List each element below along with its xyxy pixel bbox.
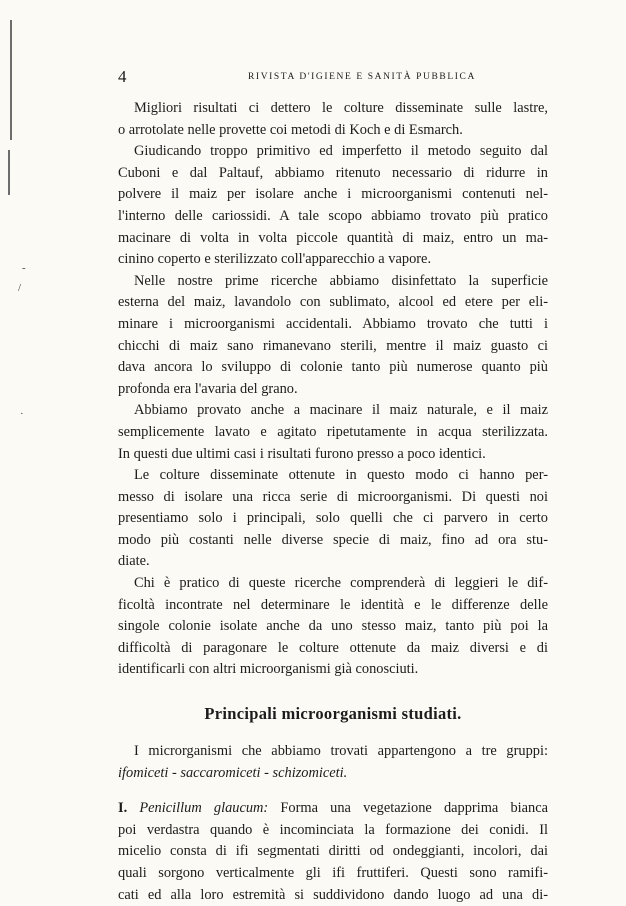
text-line: Cuboni e dal Paltauf, abbiamo ritenuto necessario di ridurre in bbox=[118, 164, 548, 181]
text-line: cati ed alla loro estremità si suddividono dando luogo ad una di- bbox=[118, 886, 548, 903]
binding-edge-mark bbox=[10, 20, 12, 140]
paragraph bbox=[118, 141, 548, 271]
text-line: Abbiamo provato anche a macinare il maiz naturale, e il maiz bbox=[134, 402, 548, 419]
penicillum-entry bbox=[118, 798, 548, 906]
paragraph bbox=[118, 465, 548, 573]
paragraph bbox=[118, 271, 548, 401]
margin-tick-mark: - bbox=[22, 262, 26, 274]
entry-number: I. bbox=[118, 800, 128, 817]
text-line: Nelle nostre prime ricerche abbiamo disinfettato la superficie bbox=[134, 272, 548, 289]
page-header bbox=[118, 67, 550, 87]
section-heading: Principali microorganismi studiati. bbox=[204, 704, 462, 724]
section-intro-line: I microrganismi che abbiamo trovati appartengono a tre gruppi: bbox=[134, 743, 548, 760]
text-line: l'interno delle cariossidi. A tale scopo abbiamo trovato più pratico bbox=[118, 207, 548, 224]
text-line: micelio consta di ifi segmentati diritti od ondeggianti, incolori, dai bbox=[118, 843, 548, 860]
text-line: Chi è pratico di queste ricerche comprenderà di leggieri le dif- bbox=[134, 575, 548, 592]
text-line: chicchi di maiz sano rimanevano sterili, mentre il maiz guasto ci bbox=[118, 337, 548, 354]
groups-list: ifomiceti - saccaromiceti - schizomiceti. bbox=[118, 764, 348, 781]
margin-tick-mark: / bbox=[18, 282, 22, 294]
text-line: polvere il maiz per isolare anche i microorganismi contenuti nel- bbox=[118, 186, 548, 203]
text-line: singole colonie isolate anche da uno stesso maiz, tanto più poi la bbox=[118, 618, 548, 635]
text-line: quali sorgono verticalmente gli ifi fruttiferi. Questi sono ramifi- bbox=[118, 865, 548, 881]
text-line: diate. bbox=[118, 553, 150, 570]
text-line: dava ancora lo sviluppo di colonie tanto più numerose quanto più bbox=[118, 359, 548, 376]
text-line: poi verdastra quando è incominciata la formazione dei conidi. Il bbox=[118, 821, 548, 838]
binding-edge-mark bbox=[8, 150, 10, 195]
text-line: messo di isolare una ricca serie di microorganismi. Di questi noi bbox=[118, 488, 548, 505]
text-line: identificarli con altri microorganismi già conosciuti. bbox=[118, 661, 419, 678]
margin-tick-mark: · bbox=[20, 408, 24, 420]
text-line: profonda era l'avaria del grano. bbox=[118, 380, 298, 397]
paragraph bbox=[118, 400, 548, 465]
entry-first-line bbox=[118, 798, 548, 820]
text-line: ficoltà incontrate nel determinare le identità e le differenze delle bbox=[118, 596, 548, 613]
running-title: RIVISTA D'IGIENE E SANITÀ PUBBLICA bbox=[248, 72, 476, 82]
paragraph bbox=[118, 98, 548, 141]
text-line: modo più costanti nelle diverse specie di maiz, fino ad ora stu- bbox=[118, 531, 548, 548]
text-line: Migliori risultati ci dettero le colture disseminate sulle lastre, bbox=[134, 100, 548, 116]
text-line: In questi due ultimi casi i risultati furono presso a poco identici. bbox=[118, 445, 486, 462]
body-text bbox=[118, 98, 548, 906]
text-line: Le colture disseminate ottenute in questo modo ci hanno per- bbox=[134, 467, 548, 484]
page-number: 4 bbox=[118, 67, 127, 86]
text-line: macinare di volta in volta piccole quantità di maiz, entro un ma- bbox=[118, 229, 548, 246]
species-name: Penicillum glaucum: bbox=[139, 800, 269, 817]
text-line: cinino coperto e sterilizzato coll'apparecchio a vapore. bbox=[118, 251, 432, 268]
entry-first-line-text: Forma una vegetazione dapprima bianca bbox=[268, 800, 548, 817]
text-line: difficoltà di paragonare le colture ottenute da maiz diversi e di bbox=[118, 639, 548, 656]
text-line: semplicemente lavato e agitato ripetutamente in acqua sterilizzata. bbox=[118, 423, 548, 440]
text-line: o arrotolate nelle provette coi metodi di Koch e di Esmarch. bbox=[118, 121, 463, 138]
text-line: esterna del maiz, lavandolo con sublimato, alcool ed etere per eli- bbox=[118, 294, 548, 311]
text-line: minare i microorganismi accidentali. Abbiamo trovato che tutti i bbox=[118, 315, 548, 332]
text-line: Giudicando troppo primitivo ed imperfetto il metodo seguito dal bbox=[134, 143, 548, 160]
paragraph bbox=[118, 573, 548, 681]
text-line: presentiamo solo i principali, solo quelli che ci parvero in certo bbox=[118, 510, 548, 527]
